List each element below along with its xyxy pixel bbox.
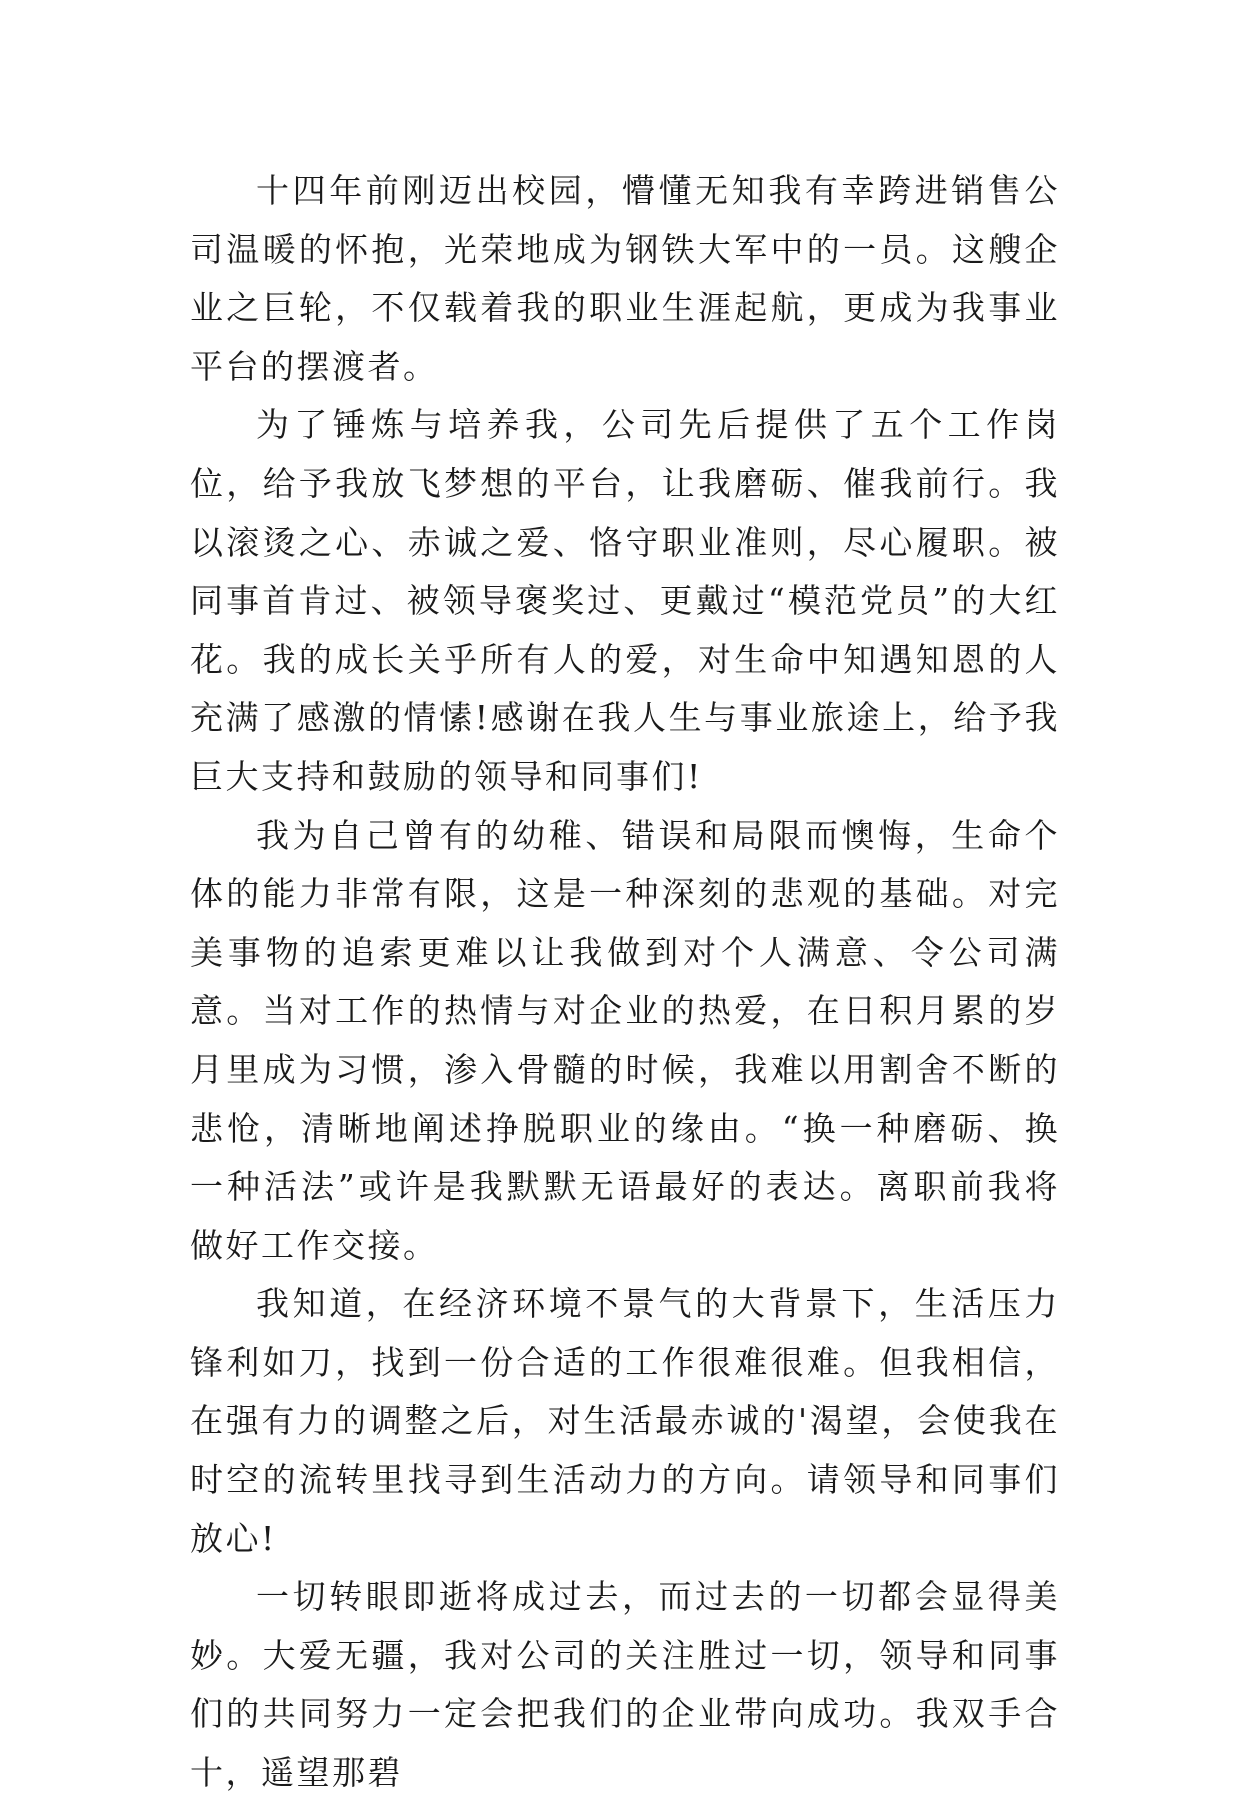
paragraph-1: 十四年前刚迈出校园，懵懂无知我有幸跨进销售公司温暖的怀抱，光荣地成为钢铁大军中的一员。这艘企业之巨轮，不仅载着我的职业生涯起航，更成为我事业平台的摆渡者。 — [190, 171, 1060, 386]
paragraph-5: 一切转眼即逝将成过去，而过去的一切都会显得美妙。大爱无疆，我对公司的关注胜过一切，领导和同事们的共同努力一定会把我们的企业带向成功。我双手合十，遥望那碧 — [190, 1577, 1060, 1793]
document-body — [190, 162, 1060, 1803]
paragraph-4: 我知道，在经济环境不景气的大背景下，生活压力锋利如刀，找到一份合适的工作很难很难。但我相信，在强有力的调整之后，对生活最赤诚的'渴望，会使我在时空的流转里找寻到生活动力的方向。请领导和同事们放心! — [190, 1284, 1060, 1558]
paragraph-2: 为了锤炼与培养我，公司先后提供了五个工作岗位，给予我放飞梦想的平台，让我磨砺、催我前行。我以滚烫之心、赤诚之爱、恪守职业准则，尽心履职。被同事首肯过、被领导褒奖过、更戴过“模范党员”的大红花。我的成长关乎所有人的爱，对生命中知遇知恩的人充满了感激的情愫!感谢在我人生与事业旅途上，给予我巨大支持和鼓励的领导和同事们! — [190, 405, 1060, 796]
paragraph-3: 我为自己曾有的幼稚、错误和局限而懊悔，生命个体的能力非常有限，这是一种深刻的悲观的基础。对完美事物的追索更难以让我做到对个人满意、令公司满意。当对工作的热情与对企业的热爱，在日积月累的岁月里成为习惯，渗入骨髓的时候，我难以用割舍不断的悲怆，清晰地阐述挣脱职业的缘由。“换一种磨砺、换一种活法”或许是我默默无语最好的表达。离职前我将做好工作交接。 — [190, 815, 1060, 1265]
